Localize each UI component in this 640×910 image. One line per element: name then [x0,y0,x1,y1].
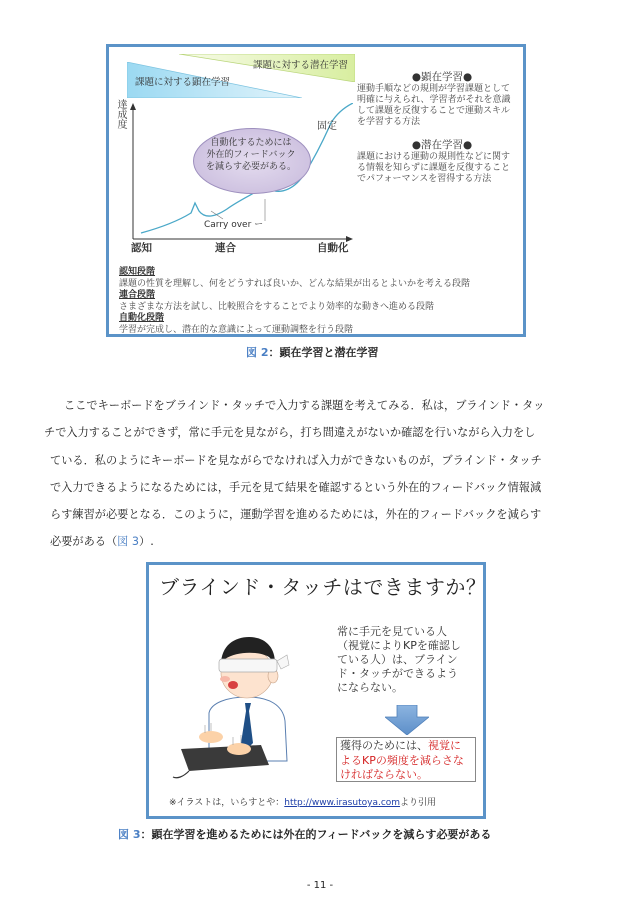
explicit-description: 運動手順などの規則が学習課題として 明確に与えられ、学習者がそれを意識 して課題を反復することで運動スキル を学習する方法 [357,84,511,127]
stage-title: 自動化段階 [119,313,165,323]
latent-learning-legend [357,137,527,185]
figure-3-description: 常に手元を見ている人 （視覚によりKPを確認し ている人）は、ブライン ド・タッチができるよう にならない。 [337,625,461,694]
body-last-line: 必要がある（図 3）. [50,535,154,549]
fixed-label: 固定 [317,121,337,132]
carry-over-label: Carry over ー [204,220,264,230]
figure-2-ref: 図 2 [246,346,269,359]
down-arrow-icon [385,705,429,735]
figure-3-frame [146,562,486,819]
conclusion-box: 獲得のためには、視覚に よるKPの頻度を減らさな ければならない。 [336,737,476,782]
body-paragraph: ここでキーボードをブラインド・タッチで入力する課題を考えてみる．私は，ブラインド・タッ チで入力することができず，常に手元を見ながら，打ち間違えがないか確認を行いながら入力をし ている．私のようにキーボードを見ながらでなければ入力ができないものが，ブラインド・タッチ で入力できるようになるためには，手元を見て結果を確認するという外在的フィードバック情報減 らす練習が必要となる．このように，運動学習を進めるためには，外在的フィードバックを減らす 必要がある（図 3）. [50,392,595,556]
figure-2-frame [106,44,526,337]
page-number: - 11 - [306,880,334,891]
x-label-associative: 連合 [215,242,236,254]
figure-2-caption: 図 2：顕在学習と潜在学習 [246,346,379,359]
blindfolded-typist-illustration [169,621,319,781]
stage-desc: 課題の性質を理解し、何をどうすれば良いか、どんな結果が出るとよいかを考える段階 [119,278,471,289]
latent-triangle-label: 課題に対する潜在学習 [253,60,349,71]
figure-3-title: ブラインド・タッチはできますか？ [159,575,487,599]
y-axis-label: 達成度 [115,99,126,129]
explicit-learning-legend [357,69,527,128]
latent-description: 課題における運動の規則性などに関す る情報を知らずに課題を反復すること でパフォーマンスを習得する方法 [357,152,511,184]
stage-title: 連合段階 [119,290,156,300]
illustration-credit: ※イラストは，いらすとや：http://www.irasutoya.comより引用 [169,798,437,808]
x-label-cognitive: 認知 [131,242,152,254]
x-label-autonomous: 自動化 [317,242,349,254]
ellipse-text: 自動化するためには 外在的フィードバック を減らす必要がある。 [205,138,296,172]
stage-desc: 学習が完成し、潜在的な意識によって運動調整を行う段階 [119,324,354,335]
explicit-triangle-label: 課題に対する顕在学習 [135,77,231,88]
latent-heading: ●潜在学習● [411,139,473,151]
figure-3-caption: 図 3：顕在学習を進めるためには外在的フィードバックを減らす必要がある [118,828,492,841]
stage-title: 認知段階 [119,267,156,277]
explicit-heading: ●顕在学習● [411,71,473,83]
stage-desc: さまざまな方法を試し、比較照合をすることでより効率的な動きへ進める段階 [119,301,435,312]
stage-descriptions [119,267,470,336]
irasutoya-link[interactable]: http://www.irasutoya.com [284,798,401,808]
figure-3-ref: 図 3 [118,828,141,841]
figure-3-link[interactable]: 図 3 [117,535,140,549]
